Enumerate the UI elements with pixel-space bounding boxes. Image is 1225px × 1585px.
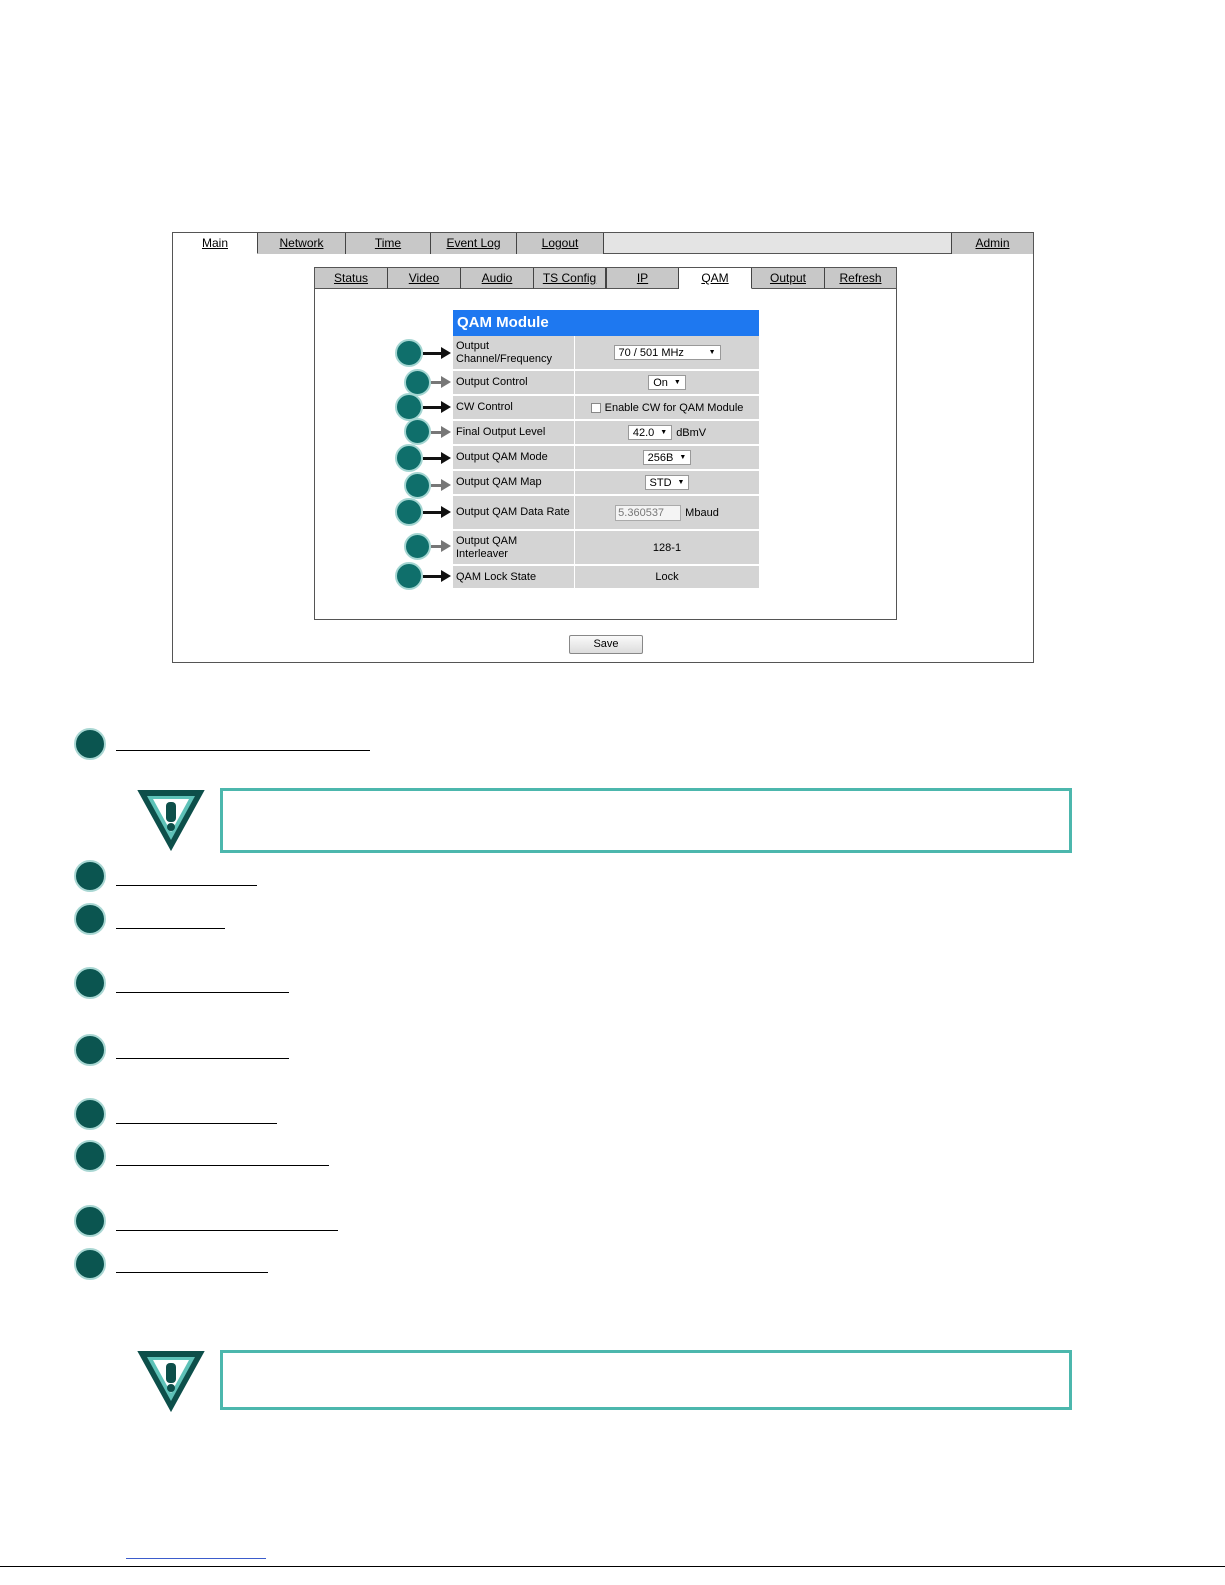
row-qam-mode: [453, 446, 759, 471]
heading-underline: [116, 750, 370, 751]
row-qam-interleaver: [453, 531, 759, 566]
tab-time[interactable]: Time: [346, 233, 431, 254]
row-label: Output Channel/Frequency: [453, 336, 575, 369]
channel-frequency-select[interactable]: [614, 345, 721, 360]
tab-main[interactable]: Main: [173, 233, 258, 254]
heading-underline: [116, 885, 257, 886]
heading-underline: [116, 1272, 268, 1273]
chevron-down-icon: ▼: [673, 378, 681, 386]
note-box: [220, 1350, 1072, 1410]
chevron-down-icon: ▼: [679, 453, 687, 461]
arrow-icon: [431, 484, 442, 487]
row-qam-data-rate: [453, 496, 759, 531]
list-marker-5: [74, 1034, 106, 1066]
footer-rule: [0, 1566, 1225, 1567]
row-label: Output QAM Mode: [453, 446, 575, 469]
subtab-audio[interactable]: Audio: [461, 268, 534, 289]
row-cw-control: [453, 396, 759, 421]
row-qam-map: [453, 471, 759, 496]
arrow-icon: [423, 457, 442, 460]
subtab-video[interactable]: Video: [388, 268, 461, 289]
warning-icon: [136, 788, 206, 852]
subtab-ip[interactable]: IP: [606, 268, 679, 289]
callout-7: [395, 498, 423, 526]
list-marker-6: [74, 1098, 106, 1130]
top-nav-bar: [173, 233, 1033, 254]
warning-icon: [136, 1349, 206, 1413]
row-label: Output QAM Interleaver: [453, 531, 575, 564]
heading-underline: [116, 992, 289, 993]
callout-1: [395, 339, 423, 367]
unit-label: Mbaud: [685, 506, 719, 519]
heading-underline: [116, 1230, 338, 1231]
heading-underline: [116, 1058, 289, 1059]
qam-module-title: QAM Module: [453, 310, 759, 336]
heading-underline: [116, 1123, 277, 1124]
select-value: 256B: [647, 451, 674, 464]
callout-5: [395, 444, 423, 472]
note-box: [220, 788, 1072, 853]
chevron-down-icon: ▼: [660, 428, 668, 436]
data-rate-input[interactable]: 5.360537: [615, 505, 681, 521]
callout-4: [404, 418, 431, 445]
arrow-icon: [431, 431, 442, 434]
tab-logout[interactable]: Logout: [517, 233, 604, 254]
tab-admin[interactable]: Admin: [951, 233, 1033, 254]
row-label: Output QAM Data Rate: [453, 496, 575, 529]
subtab-qam[interactable]: QAM: [679, 268, 752, 289]
tab-network[interactable]: Network: [258, 233, 346, 254]
interleaver-value: 128-1: [652, 541, 682, 554]
callout-9: [395, 562, 423, 590]
row-label: CW Control: [453, 396, 575, 419]
arrow-icon: [423, 575, 442, 578]
tab-event-log[interactable]: Event Log: [431, 233, 517, 254]
subtab-ts-config[interactable]: TS Config: [534, 268, 606, 289]
web-ui-screenshot: [172, 232, 1034, 663]
list-marker-1: [74, 728, 106, 760]
heading-underline: [116, 928, 225, 929]
arrow-icon: [423, 352, 442, 355]
qam-module-table: [453, 310, 759, 588]
arrow-icon: [431, 545, 442, 548]
arrow-icon: [423, 406, 442, 409]
row-final-output-level: [453, 421, 759, 446]
arrow-icon: [431, 381, 442, 384]
unit-label: dBmV: [676, 426, 707, 439]
select-value: STD: [649, 476, 672, 489]
cw-checkbox-label: Enable CW for QAM Module: [604, 401, 744, 414]
select-value: 70 / 501 MHz: [618, 346, 684, 359]
callout-3: [395, 393, 423, 421]
list-marker-9: [74, 1248, 106, 1280]
qam-map-select[interactable]: [645, 475, 690, 490]
cw-checkbox[interactable]: [591, 403, 601, 413]
arrow-icon: [423, 511, 442, 514]
row-output-control: [453, 371, 759, 396]
row-qam-lock-state: [453, 566, 759, 588]
row-label: Output QAM Map: [453, 471, 575, 494]
subtab-status[interactable]: Status: [315, 268, 388, 289]
callout-6: [404, 472, 431, 499]
list-marker-4: [74, 967, 106, 999]
list-marker-7: [74, 1140, 106, 1172]
row-output-channel: [453, 336, 759, 371]
callout-2: [404, 369, 431, 396]
chevron-down-icon: ▼: [708, 348, 716, 356]
output-control-select[interactable]: [648, 375, 686, 390]
subtab-output[interactable]: Output: [752, 268, 825, 289]
select-value: On: [653, 376, 668, 389]
list-marker-2: [74, 860, 106, 892]
list-marker-8: [74, 1205, 106, 1237]
output-level-select[interactable]: [628, 425, 672, 440]
row-label: Output Control: [453, 371, 575, 394]
row-label: QAM Lock State: [453, 566, 575, 588]
footer-link[interactable]: [126, 1558, 266, 1559]
chevron-down-icon: ▼: [677, 478, 685, 486]
lock-state-value: Lock: [655, 571, 679, 583]
save-button[interactable]: Save: [569, 635, 643, 654]
select-value: 42.0: [632, 426, 655, 439]
qam-mode-select[interactable]: [643, 450, 692, 465]
callout-8: [404, 533, 431, 560]
list-marker-3: [74, 903, 106, 935]
heading-underline: [116, 1165, 329, 1166]
subtab-refresh[interactable]: Refresh: [825, 268, 896, 289]
row-label: Final Output Level: [453, 421, 575, 444]
